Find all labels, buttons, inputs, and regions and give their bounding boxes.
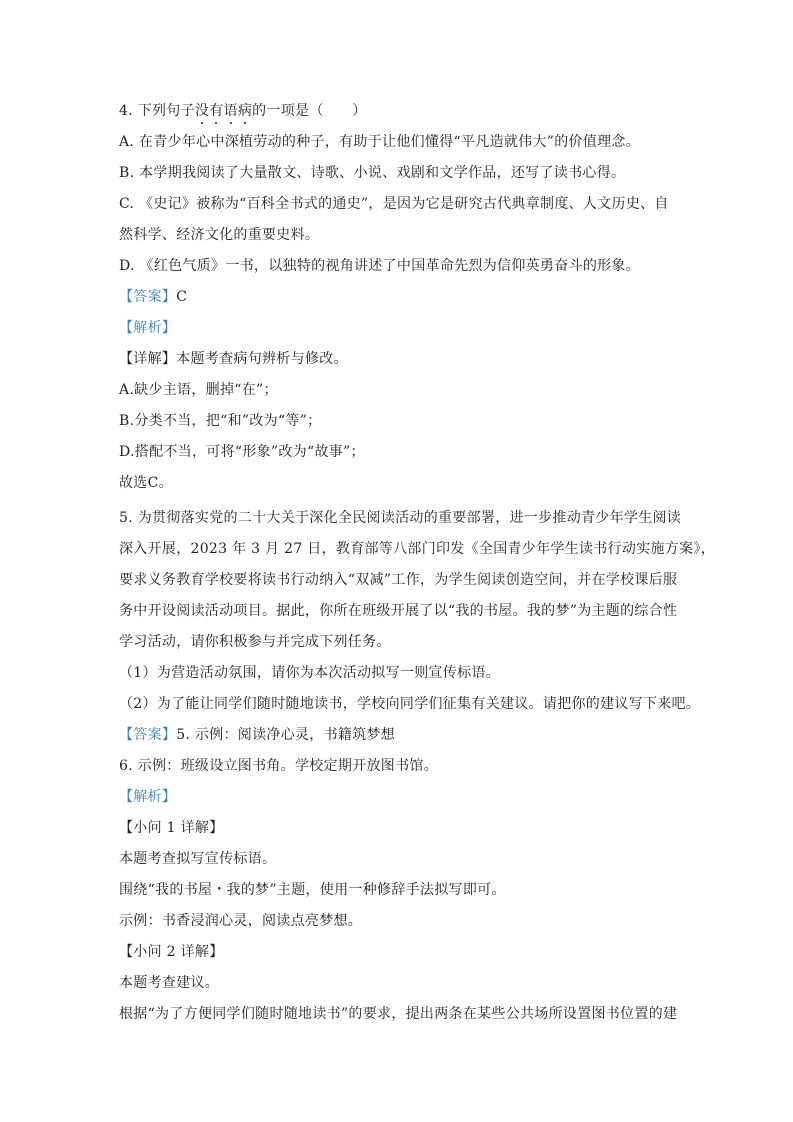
- emphasis-char: 有: [209, 103, 224, 119]
- answer-tag: 【答案】: [119, 289, 177, 305]
- answer-value: 5. 示例：阅读净心灵，书籍筑梦想: [176, 727, 396, 743]
- q4-option-b: [119, 163, 675, 194]
- q4-stem: [119, 101, 675, 132]
- q5-sub-question-1: （1）为营造活动氛围，请你为本次活动拟写一则宣传标语。: [119, 665, 501, 681]
- q4-analysis-tag: [119, 318, 675, 349]
- q5-stem-line: 5. 为贯彻落实党的二十大关于深化全民阅读活动的重要部署，进一步推动青少年学生阅读: [119, 510, 682, 526]
- q5-stem-line: 深入开展，2023 年 3 月 27 日，教育部等八部门印发《全国青少年学生读书行动实施方案》，: [119, 541, 715, 557]
- emphasis-char: 病: [237, 103, 253, 119]
- q4-detail-line: B.分类不当，把“和”改为“等”；: [119, 413, 322, 429]
- q5-sub2-line: 根据“为了方便同学们随时随地读书”的要求，提出两条在某些公共场所设置图书位置的建: [119, 1006, 678, 1022]
- q5-sub-question-2: （2）为了能让同学们随时随地读书，学校向同学们征集有关建议。请把你的建议写下来吧。: [119, 696, 701, 712]
- option-label: D.: [119, 258, 135, 274]
- q4-detail: [119, 349, 675, 380]
- q5-answer: [119, 725, 675, 756]
- q4-conclusion: 故选C。: [119, 475, 173, 491]
- q4-stem-prefix: 4. 下列句子: [119, 103, 195, 119]
- option-text: 《红色气质》一书，以独特的视角讲述了中国革命先烈为信仰英勇奋斗的形象。: [134, 258, 641, 274]
- option-label: A.: [119, 134, 135, 150]
- detail-tag: 【详解】: [119, 351, 177, 367]
- q5-sub1-line: 本题考查拟写宣传标语。: [119, 851, 277, 867]
- q5-answer-line: 6. 示例：班级设立图书角。学校定期开放图书馆。: [119, 758, 439, 774]
- q4-option-a: [119, 132, 675, 163]
- option-text: 《史记》被称为“百科全书式的通史”，是因为它是研究古代典章制度、人文历史、自: [134, 196, 669, 212]
- emphasis-char: 没: [194, 103, 210, 119]
- q4-detail-line: A.缺少主语，删掉“在”；: [119, 382, 278, 398]
- q5-stem-line: 要求义务教育学校要将读书行动纳入“双减”工作，为学生阅读创造空间，并在学校课后服: [119, 572, 678, 588]
- q4-option-c: [119, 194, 675, 225]
- option-text: 本学期我阅读了大量散文、诗歌、小说、戏剧和文学作品，还写了读书心得。: [134, 165, 626, 181]
- q4-option-c-cont: 然科学、经济文化的重要史料。: [119, 227, 320, 243]
- detail-intro: 本题考查病句辨析与修改。: [176, 351, 348, 367]
- q5-sub1-line: 示例：书香浸润心灵，阅读点亮梦想。: [119, 913, 363, 929]
- option-label: B.: [119, 165, 135, 181]
- q5-stem-line: 学习活动，请你积极参与并完成下列任务。: [119, 634, 391, 650]
- q4-option-d: [119, 256, 675, 287]
- analysis-tag: 【解析】: [119, 320, 177, 336]
- answer-tag: 【答案】: [119, 727, 177, 743]
- q5-sub2-tag: 【小问 2 详解】: [119, 944, 224, 960]
- q5-sub1-tag: 【小问 1 详解】: [119, 820, 224, 836]
- q5-stem-line: 务中开设阅读活动项目。据此，你所在班级开展了以“我的书屋。我的梦”为主题的综合性: [119, 603, 678, 619]
- analysis-tag: 【解析】: [119, 789, 177, 805]
- option-label: C.: [119, 196, 135, 212]
- q4-stem-suffix: 的一项是（ ）: [252, 103, 367, 119]
- q5-analysis-tag: [119, 787, 675, 818]
- emphasis-char: 语: [223, 103, 238, 119]
- q5-sub1-line: 围绕“我的书屋・我的梦”主题，使用一种修辞手法拟写即可。: [119, 882, 506, 898]
- answer-value: C: [176, 289, 188, 305]
- q4-detail-line: D.搭配不当，可将“形象”改为“故事”；: [119, 444, 365, 460]
- document-page: [119, 101, 715, 1035]
- q5-sub2-line: 本题考查建议。: [119, 975, 220, 991]
- q4-answer: [119, 287, 675, 318]
- option-text: 在青少年心中深植劳动的种子，有助于让他们懂得“平凡造就伟大”的价值理念。: [134, 134, 641, 150]
